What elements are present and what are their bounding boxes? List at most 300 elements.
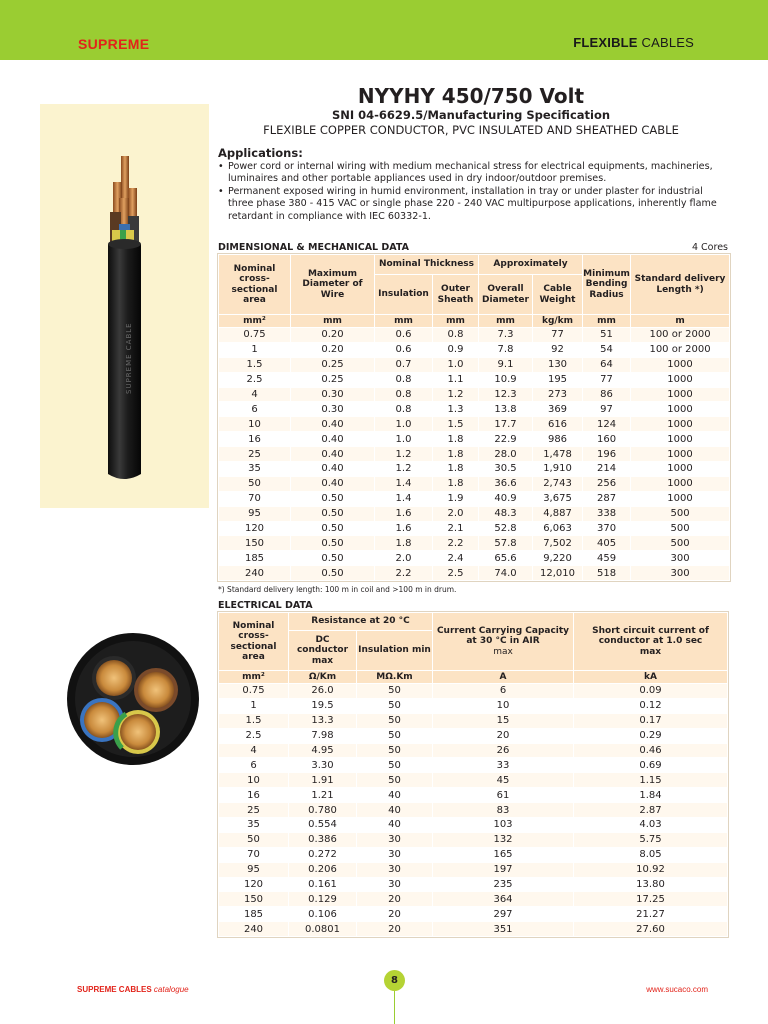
table-cell: 300 xyxy=(631,551,730,566)
table-cell: 0.75 xyxy=(219,684,289,699)
table-cell: 500 xyxy=(631,521,730,536)
table-cell: 26 xyxy=(433,743,574,758)
unit-cell: mm xyxy=(433,315,479,328)
table-cell: 51 xyxy=(583,328,631,343)
table-cell: 1000 xyxy=(631,491,730,506)
table-cell: 100 or 2000 xyxy=(631,328,730,343)
dimensional-table xyxy=(218,254,730,581)
table-cell: 287 xyxy=(583,491,631,506)
table-cell: 20 xyxy=(357,922,433,937)
table-cell: 0.20 xyxy=(291,328,375,343)
table-cell: 235 xyxy=(433,877,574,892)
cable-cross-section-image xyxy=(66,632,200,766)
unit-cell: mm² xyxy=(219,671,289,684)
cable-image xyxy=(40,104,209,508)
table-row xyxy=(219,342,730,357)
applications-heading: Applications: xyxy=(218,146,303,160)
table-row xyxy=(219,832,728,847)
table-cell: 0.17 xyxy=(574,713,728,728)
table-row xyxy=(219,818,728,833)
product-spec: SNI 04-6629.5/Manufacturing Specification xyxy=(331,108,611,122)
table-cell: 0.780 xyxy=(289,803,357,818)
unit-cell: mm xyxy=(291,315,375,328)
table-cell: 40.9 xyxy=(479,491,533,506)
table-cell: 160 xyxy=(583,432,631,447)
table-cell: 0.386 xyxy=(289,832,357,847)
header-short-circuit-sub: max xyxy=(639,646,662,657)
table-cell: 0.8 xyxy=(375,387,433,402)
section-title-rest: CABLES xyxy=(637,35,694,50)
header-nominal: Nominal cross-sectional area xyxy=(219,613,289,671)
table-row xyxy=(219,417,730,432)
table-cell: 986 xyxy=(533,432,583,447)
unit-cell: mm² xyxy=(219,315,291,328)
dimensional-title: DIMENSIONAL & MECHANICAL DATA xyxy=(218,242,410,253)
table-cell: 17.7 xyxy=(479,417,533,432)
table-row xyxy=(219,803,728,818)
unit-cell: mm xyxy=(479,315,533,328)
header-nominal: Nominal cross-sectional area xyxy=(219,255,291,315)
table-row xyxy=(219,862,728,877)
table-cell: 50 xyxy=(357,684,433,699)
table-cell: 86 xyxy=(583,387,631,402)
table-cell: 0.8 xyxy=(375,402,433,417)
table-cell: 0.40 xyxy=(291,476,375,491)
table-row xyxy=(219,521,730,536)
table-cell: 97 xyxy=(583,402,631,417)
header-min-bending: Minimum Bending Radius xyxy=(583,255,631,315)
table-cell: 74.0 xyxy=(479,566,533,581)
header-outer-sheath: Outer Sheath xyxy=(433,275,479,315)
unit-cell: m xyxy=(631,315,730,328)
table-cell: 50 xyxy=(357,728,433,743)
table-cell: 4.95 xyxy=(289,743,357,758)
bullet-icon: • xyxy=(218,160,224,172)
table-cell: 1.8 xyxy=(433,432,479,447)
table-cell: 1.6 xyxy=(375,521,433,536)
table-cell: 30 xyxy=(357,847,433,862)
table-cell: 0.206 xyxy=(289,862,357,877)
table-cell: 1.4 xyxy=(375,491,433,506)
table-cell: 0.25 xyxy=(291,372,375,387)
header-short-circuit xyxy=(574,613,728,671)
table-row xyxy=(219,684,728,699)
table-cell: 0.6 xyxy=(375,342,433,357)
table-cell: 10 xyxy=(219,417,291,432)
table-cell: 0.09 xyxy=(574,684,728,699)
table-cell: 2.1 xyxy=(433,521,479,536)
table-cell: 0.50 xyxy=(291,566,375,581)
units-row xyxy=(219,671,728,684)
header-std-delivery: Standard delivery Length *) xyxy=(631,255,730,315)
table-row xyxy=(219,847,728,862)
table-cell: 1.8 xyxy=(433,447,479,462)
table-cell: 3.30 xyxy=(289,758,357,773)
table-cell: 0.12 xyxy=(574,698,728,713)
table-cell: 351 xyxy=(433,922,574,937)
header-current-capacity xyxy=(433,613,574,671)
table-cell: 30.5 xyxy=(479,462,533,477)
table-cell: 95 xyxy=(219,862,289,877)
table-cell: 0.40 xyxy=(291,447,375,462)
table-cell: 40 xyxy=(357,788,433,803)
table-cell: 26.0 xyxy=(289,684,357,699)
table-row xyxy=(219,788,728,803)
table-cell: 7.8 xyxy=(479,342,533,357)
page-divider xyxy=(394,988,395,1024)
table-cell: 17.25 xyxy=(574,892,728,907)
table-cell: 2.2 xyxy=(433,536,479,551)
table-cell: 0.129 xyxy=(289,892,357,907)
table-row xyxy=(219,357,730,372)
table-cell: 4 xyxy=(219,387,291,402)
table-row xyxy=(219,566,730,581)
table-cell: 124 xyxy=(583,417,631,432)
table-cell: 1.0 xyxy=(375,432,433,447)
table-cell: 1000 xyxy=(631,387,730,402)
table-cell: 0.40 xyxy=(291,432,375,447)
table-row xyxy=(219,476,730,491)
table-cell: 8.05 xyxy=(574,847,728,862)
table-cell: 57.8 xyxy=(479,536,533,551)
table-cell: 35 xyxy=(219,818,289,833)
application-text: Permanent exposed wiring in humid environment, installation in tray or under plaster for industrial three phase 380 - 415 VAC or single phase 220 - 240 VAC multipurpose applications, inherently flame retardant in compliance with IEC 60332-1. xyxy=(228,185,717,222)
table-cell: 48.3 xyxy=(479,506,533,521)
unit-cell: A xyxy=(433,671,574,684)
table-cell: 4.03 xyxy=(574,818,728,833)
table-cell: 2.5 xyxy=(219,372,291,387)
table-row xyxy=(219,773,728,788)
table-cell: 0.46 xyxy=(574,743,728,758)
website-link[interactable]: www.sucaco.com xyxy=(646,985,708,994)
table-cell: 40 xyxy=(357,803,433,818)
table-row xyxy=(219,402,730,417)
table-cell: 6,063 xyxy=(533,521,583,536)
table-cell: 273 xyxy=(533,387,583,402)
table-row xyxy=(219,758,728,773)
table-cell: 132 xyxy=(433,832,574,847)
table-cell: 1.9 xyxy=(433,491,479,506)
header-nominal-thickness: Nominal Thickness xyxy=(375,255,479,275)
table-cell: 500 xyxy=(631,536,730,551)
table-cell: 364 xyxy=(433,892,574,907)
table-cell: 36.6 xyxy=(479,476,533,491)
table-row xyxy=(219,432,730,447)
table-cell: 21.27 xyxy=(574,907,728,922)
table-row xyxy=(219,907,728,922)
table-cell: 12.3 xyxy=(479,387,533,402)
table-cell: 0.30 xyxy=(291,387,375,402)
table-cell: 1.8 xyxy=(433,476,479,491)
table-cell: 197 xyxy=(433,862,574,877)
table-cell: 30 xyxy=(357,862,433,877)
table-cell: 0.272 xyxy=(289,847,357,862)
header-resistance: Resistance at 20 °C xyxy=(289,613,433,631)
table-cell: 370 xyxy=(583,521,631,536)
page-number: 8 xyxy=(384,970,405,991)
table-row xyxy=(219,713,728,728)
table-cell: 54 xyxy=(583,342,631,357)
table-cell: 185 xyxy=(219,551,291,566)
table-cell: 0.40 xyxy=(291,462,375,477)
table-cell: 0.106 xyxy=(289,907,357,922)
table-cell: 27.60 xyxy=(574,922,728,937)
cable-illustration xyxy=(40,104,209,508)
table-row xyxy=(219,462,730,477)
table-cell: 16 xyxy=(219,432,291,447)
table-cell: 0.50 xyxy=(291,551,375,566)
table-cell: 1000 xyxy=(631,447,730,462)
table-cell: 1.15 xyxy=(574,773,728,788)
table-cell: 0.30 xyxy=(291,402,375,417)
table-cell: 185 xyxy=(219,907,289,922)
table-cell: 25 xyxy=(219,447,291,462)
table-cell: 616 xyxy=(533,417,583,432)
table-row xyxy=(219,536,730,551)
table-cell: 0.8 xyxy=(433,328,479,343)
table-cell: 240 xyxy=(219,566,291,581)
table-cell: 0.50 xyxy=(291,521,375,536)
table-cell: 2.2 xyxy=(375,566,433,581)
electrical-table-body xyxy=(219,684,728,937)
table-cell: 77 xyxy=(533,328,583,343)
table-cell: 256 xyxy=(583,476,631,491)
list-item xyxy=(218,161,718,186)
table-cell: 130 xyxy=(533,357,583,372)
table-cell: 19.5 xyxy=(289,698,357,713)
table-cell: 195 xyxy=(533,372,583,387)
table-cell: 45 xyxy=(433,773,574,788)
table-cell: 1.5 xyxy=(219,357,291,372)
table-cell: 338 xyxy=(583,506,631,521)
unit-cell: MΩ.Km xyxy=(357,671,433,684)
product-description: FLEXIBLE COPPER CONDUCTOR, PVC INSULATED AND SHEATHED CABLE xyxy=(263,123,679,137)
header-short-circuit-main: Short circuit current of conductor at 1.0 sec xyxy=(592,625,709,647)
table-cell: 65.6 xyxy=(479,551,533,566)
table-cell: 4 xyxy=(219,743,289,758)
table-cell: 0.29 xyxy=(574,728,728,743)
table-cell: 4,887 xyxy=(533,506,583,521)
table-cell: 2.5 xyxy=(433,566,479,581)
table-cell: 10.92 xyxy=(574,862,728,877)
table-cell: 7.3 xyxy=(479,328,533,343)
table-row xyxy=(219,506,730,521)
table-row xyxy=(219,328,730,343)
header-cable-weight: Cable Weight xyxy=(533,275,583,315)
table-cell: 92 xyxy=(533,342,583,357)
table-cell: 1000 xyxy=(631,357,730,372)
table-row xyxy=(219,922,728,937)
header-insulation: Insulation xyxy=(375,275,433,315)
table-cell: 10 xyxy=(433,698,574,713)
table-cell: 500 xyxy=(631,506,730,521)
header-approximately: Approximately xyxy=(479,255,583,275)
table-cell: 1.2 xyxy=(375,447,433,462)
table-cell: 0.50 xyxy=(291,536,375,551)
cable-sheath-text: SUPREME CABLE xyxy=(125,322,133,394)
table-cell: 0.40 xyxy=(291,417,375,432)
table-cell: 2,743 xyxy=(533,476,583,491)
table-cell: 50 xyxy=(357,698,433,713)
bullet-icon: • xyxy=(218,185,224,197)
table-row xyxy=(219,743,728,758)
delivery-footnote: *) Standard delivery length: 100 m in coil and >100 m in drum. xyxy=(218,585,457,594)
table-cell: 52.8 xyxy=(479,521,533,536)
table-row xyxy=(219,491,730,506)
table-cell: 2.0 xyxy=(375,551,433,566)
catalogue-word: catalogue xyxy=(153,985,189,994)
header-current-capacity-main: Current Carrying Capacity at 30 °C in AIR xyxy=(436,625,570,647)
table-row xyxy=(219,372,730,387)
table-cell: 13.8 xyxy=(479,402,533,417)
table-cell: 120 xyxy=(219,877,289,892)
unit-cell: mm xyxy=(375,315,433,328)
table-cell: 30 xyxy=(357,877,433,892)
table-cell: 6 xyxy=(219,758,289,773)
table-cell: 30 xyxy=(357,832,433,847)
table-cell: 165 xyxy=(433,847,574,862)
table-cell: 9,220 xyxy=(533,551,583,566)
table-cell: 369 xyxy=(533,402,583,417)
table-cell: 0.20 xyxy=(291,342,375,357)
table-cell: 1000 xyxy=(631,402,730,417)
table-cell: 1.3 xyxy=(433,402,479,417)
table-row xyxy=(219,892,728,907)
product-title: NYYHY 450/750 Volt xyxy=(357,84,585,108)
table-cell: 297 xyxy=(433,907,574,922)
table-cell: 20 xyxy=(357,892,433,907)
table-cell: 10 xyxy=(219,773,289,788)
table-cell: 3,675 xyxy=(533,491,583,506)
table-cell: 0.0801 xyxy=(289,922,357,937)
table-cell: 1.4 xyxy=(375,476,433,491)
table-cell: 77 xyxy=(583,372,631,387)
table-cell: 100 or 2000 xyxy=(631,342,730,357)
table-cell: 0.25 xyxy=(291,357,375,372)
table-cell: 50 xyxy=(357,713,433,728)
table-cell: 300 xyxy=(631,566,730,581)
catalogue-label xyxy=(77,985,189,994)
table-cell: 7.98 xyxy=(289,728,357,743)
units-row xyxy=(219,315,730,328)
table-cell: 15 xyxy=(433,713,574,728)
table-cell: 0.8 xyxy=(375,372,433,387)
table-cell: 103 xyxy=(433,818,574,833)
table-cell: 0.7 xyxy=(375,357,433,372)
table-cell: 9.1 xyxy=(479,357,533,372)
table-cell: 70 xyxy=(219,847,289,862)
header-overall-diameter: Overall Diameter xyxy=(479,275,533,315)
table-cell: 6 xyxy=(433,684,574,699)
table-cell: 1.2 xyxy=(433,387,479,402)
table-cell: 1.1 xyxy=(433,372,479,387)
table-cell: 1000 xyxy=(631,432,730,447)
table-cell: 0.75 xyxy=(219,328,291,343)
section-title xyxy=(573,35,694,50)
table-cell: 150 xyxy=(219,892,289,907)
header-dc-conductor: DC conductor max xyxy=(289,631,357,671)
applications-section xyxy=(218,147,718,223)
table-cell: 28.0 xyxy=(479,447,533,462)
table-cell: 13.3 xyxy=(289,713,357,728)
table-cell: 64 xyxy=(583,357,631,372)
table-cell: 1.8 xyxy=(375,536,433,551)
table-cell: 0.69 xyxy=(574,758,728,773)
table-cell: 6 xyxy=(219,402,291,417)
table-cell: 150 xyxy=(219,536,291,551)
table-cell: 214 xyxy=(583,462,631,477)
table-cell: 1000 xyxy=(631,372,730,387)
table-cell: 7,502 xyxy=(533,536,583,551)
electrical-table xyxy=(218,612,728,937)
table-cell: 16 xyxy=(219,788,289,803)
table-row xyxy=(219,551,730,566)
header-bar xyxy=(0,0,768,60)
unit-cell: Ω/Km xyxy=(289,671,357,684)
table-cell: 1000 xyxy=(631,417,730,432)
table-cell: 50 xyxy=(219,476,291,491)
table-cell: 0.50 xyxy=(291,491,375,506)
table-cell: 405 xyxy=(583,536,631,551)
dimensional-table-body xyxy=(219,328,730,581)
table-cell: 518 xyxy=(583,566,631,581)
table-cell: 0.6 xyxy=(375,328,433,343)
table-cell: 1.84 xyxy=(574,788,728,803)
unit-cell: mm xyxy=(583,315,631,328)
table-cell: 20 xyxy=(357,907,433,922)
table-cell: 40 xyxy=(357,818,433,833)
table-cell: 0.554 xyxy=(289,818,357,833)
header-current-capacity-sub: max xyxy=(493,646,513,657)
table-cell: 1.0 xyxy=(375,417,433,432)
header-insulation-min: Insulation min xyxy=(357,631,433,671)
table-cell: 1.2 xyxy=(375,462,433,477)
unit-cell: kA xyxy=(574,671,728,684)
table-cell: 1,478 xyxy=(533,447,583,462)
table-cell: 22.9 xyxy=(479,432,533,447)
table-cell: 5.75 xyxy=(574,832,728,847)
table-cell: 25 xyxy=(219,803,289,818)
table-cell: 2.5 xyxy=(219,728,289,743)
table-cell: 1.0 xyxy=(433,357,479,372)
catalogue-brand: SUPREME CABLES xyxy=(77,985,152,994)
table-cell: 83 xyxy=(433,803,574,818)
table-cell: 1000 xyxy=(631,476,730,491)
brand-logo: SUPREME xyxy=(78,36,150,52)
table-cell: 95 xyxy=(219,506,291,521)
table-cell: 12,010 xyxy=(533,566,583,581)
table-cell: 1,910 xyxy=(533,462,583,477)
section-title-bold: FLEXIBLE xyxy=(573,35,638,50)
table-cell: 61 xyxy=(433,788,574,803)
application-text: Power cord or internal wiring with medium mechanical stress for electrical equipments, machineries, luminaires and other portable appliances used in dry indoor/outdoor premises. xyxy=(228,160,713,184)
table-row xyxy=(219,877,728,892)
applications-list xyxy=(218,161,718,224)
table-cell: 120 xyxy=(219,521,291,536)
table-cell: 50 xyxy=(357,758,433,773)
table-cell: 240 xyxy=(219,922,289,937)
table-cell: 20 xyxy=(433,728,574,743)
unit-cell: kg/km xyxy=(533,315,583,328)
table-cell: 1.21 xyxy=(289,788,357,803)
table-row xyxy=(219,728,728,743)
table-cell: 50 xyxy=(357,743,433,758)
table-cell: 2.4 xyxy=(433,551,479,566)
list-item xyxy=(218,186,718,224)
table-cell: 1 xyxy=(219,698,289,713)
table-cell: 33 xyxy=(433,758,574,773)
header-max-diameter: Maximum Diameter of Wire xyxy=(291,255,375,315)
